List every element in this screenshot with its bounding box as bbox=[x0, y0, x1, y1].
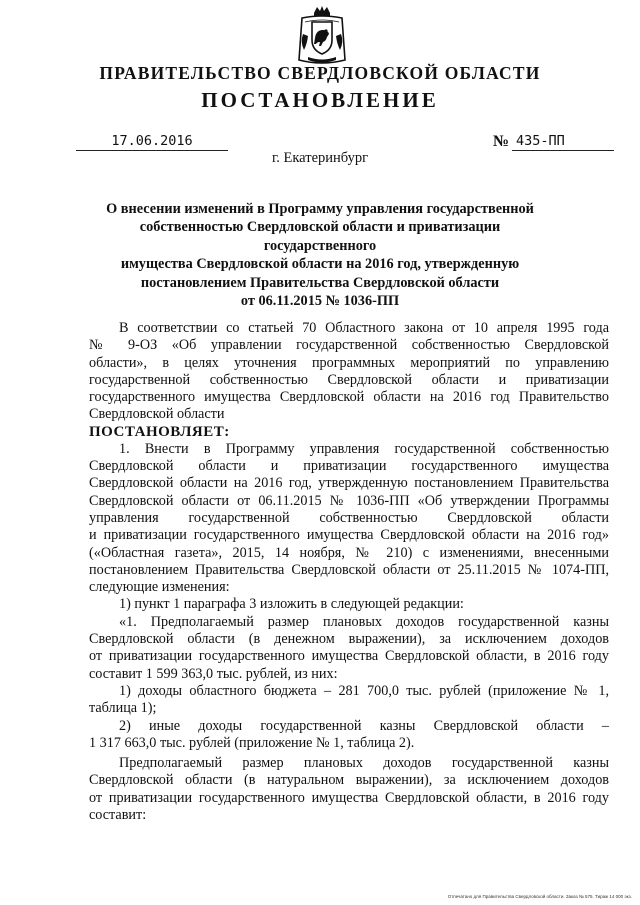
natural-line: от приватизации государственного имущества Свердловской области, в 2016 году bbox=[89, 789, 609, 806]
preamble-line: области», в целях уточнения программных мероприятий по управлению bbox=[89, 354, 609, 371]
number-sign: № bbox=[493, 133, 510, 150]
organization-name: ПРАВИТЕЛЬСТВО СВЕРДЛОВСКОЙ ОБЛАСТИ bbox=[99, 63, 541, 83]
quote-line: «1. Предполагаемый размер плановых доходов государственной казны bbox=[119, 613, 609, 630]
quote-line: Свердловской области (в денежном выражении), за исключением доходов bbox=[89, 631, 609, 648]
coat-of-arms-icon bbox=[296, 4, 348, 66]
document-title bbox=[88, 200, 552, 310]
print-footer: Отпечатано для Правительства Свердловской области. Заказ № 575. Тираж 14 000 экз. bbox=[447, 894, 632, 899]
preamble-line: государственной собственностью Свердловской области и приватизации bbox=[89, 371, 609, 388]
preamble-line: Свердловской области bbox=[89, 406, 225, 423]
subitem1-line: 1) пункт 1 параграфа 3 изложить в следующей редакции: bbox=[119, 596, 464, 613]
income1-line: таблица 1); bbox=[89, 700, 157, 717]
natural-line: Предполагаемый размер плановых доходов государственной казны bbox=[119, 755, 609, 772]
resolve-heading: ПОСТАНОВЛЯЕТ: bbox=[89, 423, 230, 440]
document-city: г. Екатеринбург bbox=[271, 150, 369, 166]
quote-line: от приватизации государственного имущества Свердловской области, в 2016 году bbox=[89, 648, 609, 665]
title-line: О внесении изменений в Программу управления государственной bbox=[106, 201, 534, 217]
income2-line: 2) иные доходы государственной казны Свердловской области – bbox=[119, 717, 609, 734]
item1-line: Свердловской области и приватизации государственного имущества bbox=[89, 458, 609, 475]
title-line: собственностью Свердловской области и приватизации государственного bbox=[139, 219, 501, 254]
title-line: постановлением Правительства Свердловской области bbox=[140, 274, 500, 291]
natural-line: Свердловской области (в натуральном выражении), за исключением доходов bbox=[89, 772, 609, 789]
preamble-line: В соответствии со статьей 70 Областного закона от 10 апреля 1995 года bbox=[119, 320, 609, 336]
income2-line: 1 317 663,0 тыс. рублей (приложение № 1, таблица 2). bbox=[89, 734, 415, 751]
title-line: имущества Свердловской области на 2016 год, утвержденную bbox=[120, 256, 520, 273]
item1-line: следующие изменения: bbox=[89, 579, 230, 596]
item1-line: Свердловской области от 06.11.2015 № 1036-ПП «Об утверждении Программы bbox=[89, 492, 609, 509]
item1-line: 1. Внести в Программу управления государственной собственностью bbox=[119, 440, 609, 457]
natural-line: составит: bbox=[89, 807, 147, 824]
preamble-line: государственного имущества Свердловской области на 2016 год Правительство bbox=[89, 389, 609, 406]
item1-line: постановлением Правительства Свердловской области от 25.11.2015 № 1074-ПП, bbox=[89, 561, 609, 578]
preamble-line: № 9-ОЗ «Об управлении государственной собственностью Свердловской bbox=[89, 337, 609, 354]
item1-line: и приватизации государственного имущества Свердловской области на 2016 год» bbox=[89, 527, 609, 544]
item1-line: управления государственной собственностью Свердловской области bbox=[89, 509, 609, 526]
title-line: от 06.11.2015 № 1036-ПП bbox=[240, 293, 400, 310]
document-number: 435-ПП bbox=[512, 133, 614, 151]
item1-line: («Областная газета», 2015, 14 ноября, № 210) с изменениями, внесенными bbox=[89, 544, 609, 561]
item1-line: Свердловской области на 2016 год, утвержденную постановлением Правительства bbox=[89, 475, 609, 492]
income1-line: 1) доходы областного бюджета – 281 700,0 тыс. рублей (приложение № 1, bbox=[119, 682, 609, 699]
document-body bbox=[89, 320, 609, 824]
document-type: ПОСТАНОВЛЕНИЕ bbox=[201, 88, 439, 112]
document-date: 17.06.2016 bbox=[76, 133, 228, 151]
quote-line: составит 1 599 363,0 тыс. рублей, из них: bbox=[89, 665, 338, 682]
